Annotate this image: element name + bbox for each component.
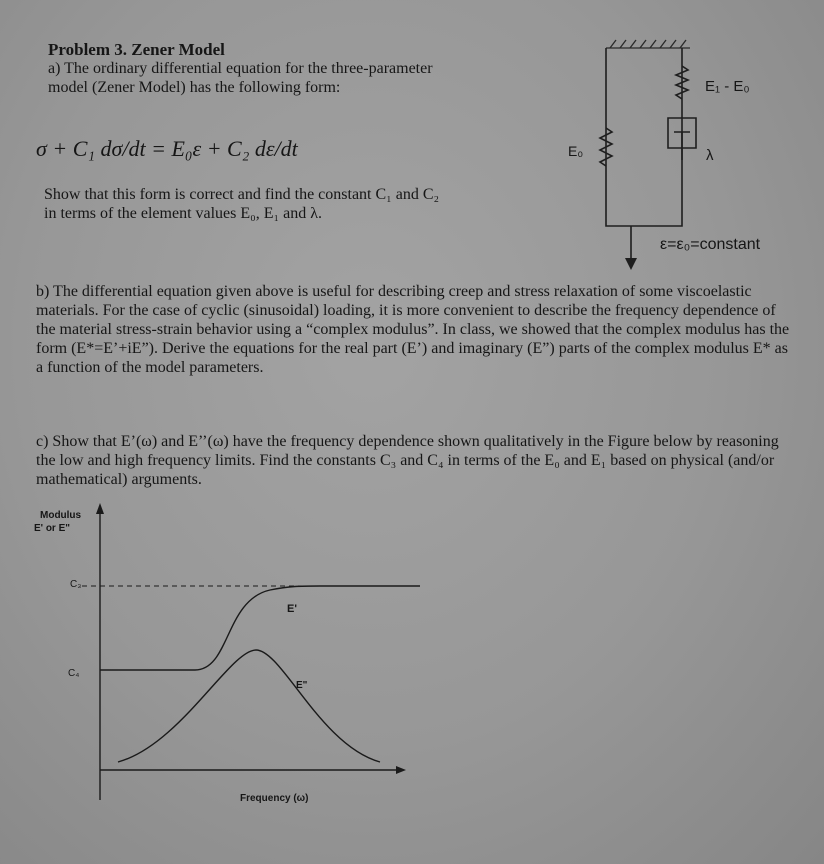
y-axis-arrowhead [96, 503, 104, 514]
show-instruction-line-2: in terms of the element values E₀, E₁ and λ. [44, 205, 322, 222]
loss-modulus-curve [118, 650, 380, 762]
spring-e1-e0-label: E₁ - E₀ [705, 78, 750, 95]
part-b-text: b) The differential equation given above is useful for describing creep and stress relaxation of some viscoelastic materials. For the case of cyclic (sinusoidal) loading, it is more convenient to describe the frequency dependence of the material stress-strain behavior using a “complex modulus”. In class, we showed that the complex modulus has the form (E*=E’+iE”). Derive the equations for the real part (E’) and imaginary (E”) parts of the complex modulus E* as a function of the model parameters. [36, 283, 790, 376]
dashpot-label: λ [706, 147, 714, 164]
storage-modulus-label: E' [287, 603, 297, 615]
part-a-line-2: model (Zener Model) has the following form: [48, 79, 341, 96]
y-axis-label-line-2: E' or E" [34, 523, 71, 534]
c4-label: C₄ [68, 668, 80, 679]
part-c-text: c) Show that E’(ω) and E’’(ω) have the frequency dependence shown qualitatively in the Figure below by reasoning the low and high frequency limits. Find the constants C₃ and C₄ in terms of the E₀ and E₁ based on physical (and/or mathematical) arguments. [36, 433, 779, 488]
loss-modulus-label: E" [296, 680, 308, 691]
strain-condition-label: ε=ε₀=constant [660, 236, 761, 253]
x-axis-label: Frequency (ω) [240, 793, 309, 804]
x-axis-arrowhead [396, 766, 406, 774]
show-instruction-line-1: Show that this form is correct and find the constant C₁ and C₂ [44, 186, 440, 203]
storage-modulus-curve [100, 586, 420, 670]
differential-equation: σ + C₁ dσ/dt = E₀ε + C₂ dε/dt [36, 136, 298, 161]
y-axis-label-line-1: Modulus [40, 510, 82, 521]
problem-title: Problem 3. Zener Model [48, 40, 225, 59]
c3-label: C₃ [70, 579, 82, 590]
spring-e0-label: E₀ [568, 143, 584, 159]
part-a-line-1: a) The ordinary differential equation for the three-parameter [48, 60, 433, 77]
